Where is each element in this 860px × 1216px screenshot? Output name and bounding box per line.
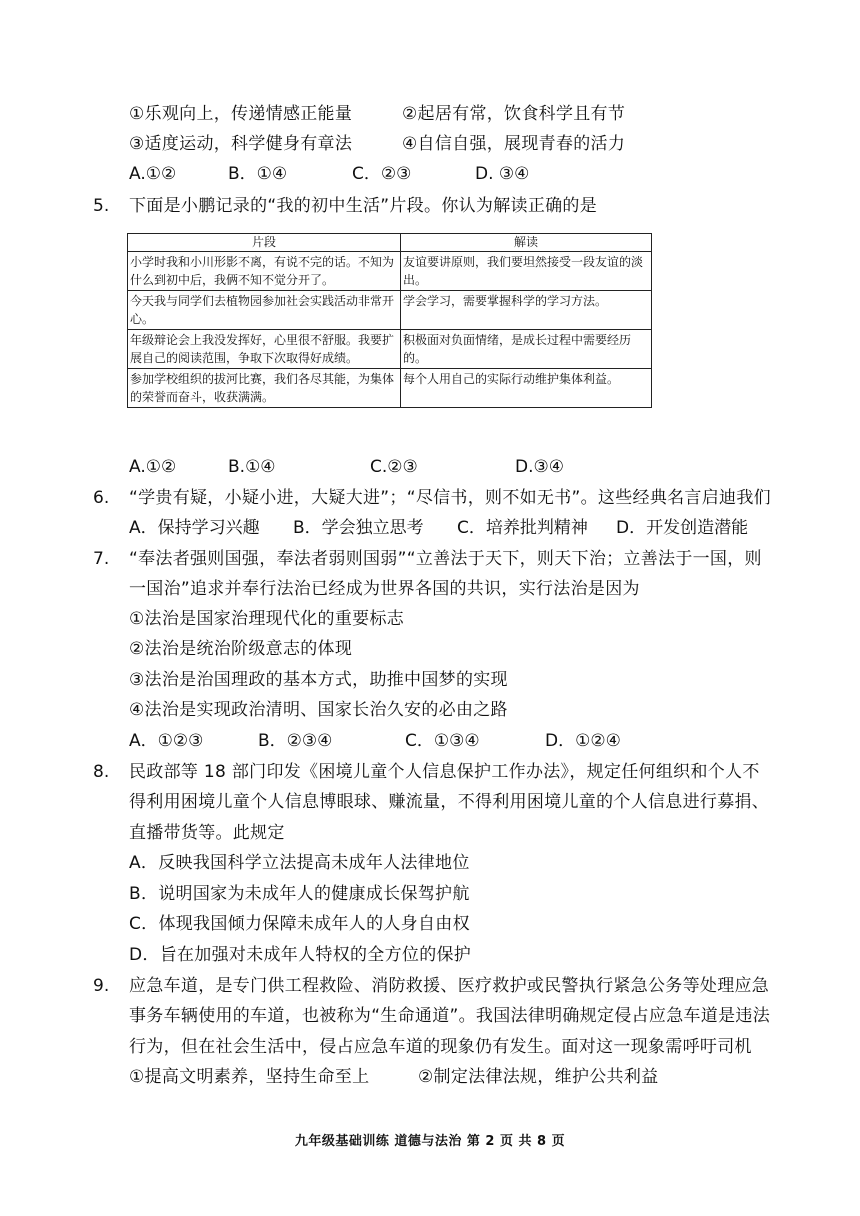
q7-stem-line-2: 一国治”追求并奉行法治已经成为世界各国的共识，实行法治是因为 xyxy=(129,579,640,599)
q7-item-3: ③法治是治国理政的基本方式，助推中国梦的实现 xyxy=(129,670,508,690)
q5-option-b: B.①④ xyxy=(228,457,276,477)
q6-option-a: A．保持学习兴趣 xyxy=(129,518,260,538)
q9-stem-line-1: 应急车道，是专门供工程救险、消防救援、医疗救护或民警执行紧急公务等处理应急 xyxy=(129,976,770,996)
q7-option-b: B．②③④ xyxy=(258,731,333,751)
q5-stem: 下面是小鹏记录的“我的初中生活”片段。你认为解读正确的是 xyxy=(129,196,598,216)
table-header-row xyxy=(128,234,652,252)
q7-item-4: ④法治是实现政治清明、国家长治久安的必由之路 xyxy=(129,700,508,720)
table-row xyxy=(128,330,652,369)
table-header-fragment: 片段 xyxy=(128,234,401,252)
q9-number: 9. xyxy=(93,976,110,996)
q5-table xyxy=(127,233,652,408)
q7-option-c: C．①③④ xyxy=(405,731,480,751)
q8-option-b: B．说明国家为未成年人的健康成长保驾护航 xyxy=(129,884,470,904)
q7-stem-line-1: “奉法者强则国强，奉法者弱则国弱”“立善法于天下，则天下治；立善法于一国，则 xyxy=(129,549,762,569)
q4-option-d: D. ③④ xyxy=(475,164,530,184)
table-row xyxy=(128,369,652,408)
q8-stem-line-2: 得利用困境儿童个人信息博眼球、赚流量，不得利用困境儿童的个人信息进行募捐、 xyxy=(129,792,770,812)
q6-option-b: B．学会独立思考 xyxy=(293,518,424,538)
q8-number: 8. xyxy=(93,762,110,782)
q6-number: 6. xyxy=(93,488,110,508)
q5-number: 5. xyxy=(93,196,110,216)
q5-option-c: C.②③ xyxy=(370,457,418,477)
table-row xyxy=(128,291,652,330)
q7-item-2: ②法治是统治阶级意志的体现 xyxy=(129,639,353,659)
q8-stem-line-1: 民政部等 18 部门印发《困境儿童个人信息保护工作办法》，规定任何组织和个人不 xyxy=(129,762,760,782)
q7-option-a: A．①②③ xyxy=(129,731,204,751)
table-header-interpretation: 解读 xyxy=(401,234,652,252)
q9-item-2: ②制定法律法规，维护公共利益 xyxy=(418,1067,659,1087)
q9-stem-line-2: 事务车辆使用的车道，也被称为“生命通道”。我国法律明确规定侵占应急车道是违法 xyxy=(129,1006,771,1026)
q4-item-4: ④自信自强，展现青春的活力 xyxy=(402,134,626,154)
q5-option-a: A.①② xyxy=(129,457,177,477)
q8-option-d: D．旨在加强对未成年人特权的全方位的保护 xyxy=(129,945,472,965)
q4-item-3: ③适度运动，科学健身有章法 xyxy=(129,134,353,154)
q4-item-2: ②起居有常，饮食科学且有节 xyxy=(402,104,626,124)
q4-option-c: C．②③ xyxy=(352,164,412,184)
q6-stem: “学贵有疑，小疑小进，大疑大进”；“尽信书，则不如无书”。这些经典名言启迪我们 xyxy=(129,488,771,508)
q9-item-1: ①提高文明素养，坚持生命至上 xyxy=(129,1067,370,1087)
table-row xyxy=(128,252,652,291)
q4-option-b: B．①④ xyxy=(228,164,288,184)
table-cell: 积极面对负面情绪，是成长过程中需要经历的。 xyxy=(401,330,652,369)
q7-item-1: ①法治是国家治理现代化的重要标志 xyxy=(129,609,405,629)
table-cell: 今天我与同学们去植物园参加社会实践活动非常开心。 xyxy=(128,291,401,330)
q5-option-d: D.③④ xyxy=(515,457,564,477)
q9-stem-line-3: 行为，但在社会生活中，侵占应急车道的现象仍有发生。面对这一现象需呼吁司机 xyxy=(129,1037,752,1057)
table-cell: 参加学校组织的拔河比赛，我们各尽其能，为集体的荣誉而奋斗，收获满满。 xyxy=(128,369,401,408)
q4-option-a: A.①② xyxy=(129,164,177,184)
q7-option-d: D．①②④ xyxy=(545,731,621,751)
q8-option-c: C．体现我国倾力保障未成年人的人身自由权 xyxy=(129,914,470,934)
q6-option-c: C．培养批判精神 xyxy=(457,518,588,538)
table-cell: 年级辩论会上我没发挥好，心里很不舒服。我要扩展自己的阅读范围，争取下次取得好成绩。 xyxy=(128,330,401,369)
table-cell: 学会学习，需要掌握科学的学习方法。 xyxy=(401,291,652,330)
q8-option-a: A．反映我国科学立法提高未成年人法律地位 xyxy=(129,853,470,873)
table-cell: 每个人用自己的实际行动维护集体利益。 xyxy=(401,369,652,408)
page-footer: 九年级基础训练 道德与法治 第 2 页 共 8 页 xyxy=(294,1134,566,1149)
table-cell: 小学时我和小川形影不离，有说不完的话。不知为什么到初中后，我俩不知不觉分开了。 xyxy=(128,252,401,291)
table-cell: 友谊要讲原则，我们要坦然接受一段友谊的淡出。 xyxy=(401,252,652,291)
q6-option-d: D．开发创造潜能 xyxy=(616,518,749,538)
q7-number: 7. xyxy=(93,549,110,569)
q4-item-1: ①乐观向上，传递情感正能量 xyxy=(129,104,353,124)
q8-stem-line-3: 直播带货等。此规定 xyxy=(129,823,285,843)
